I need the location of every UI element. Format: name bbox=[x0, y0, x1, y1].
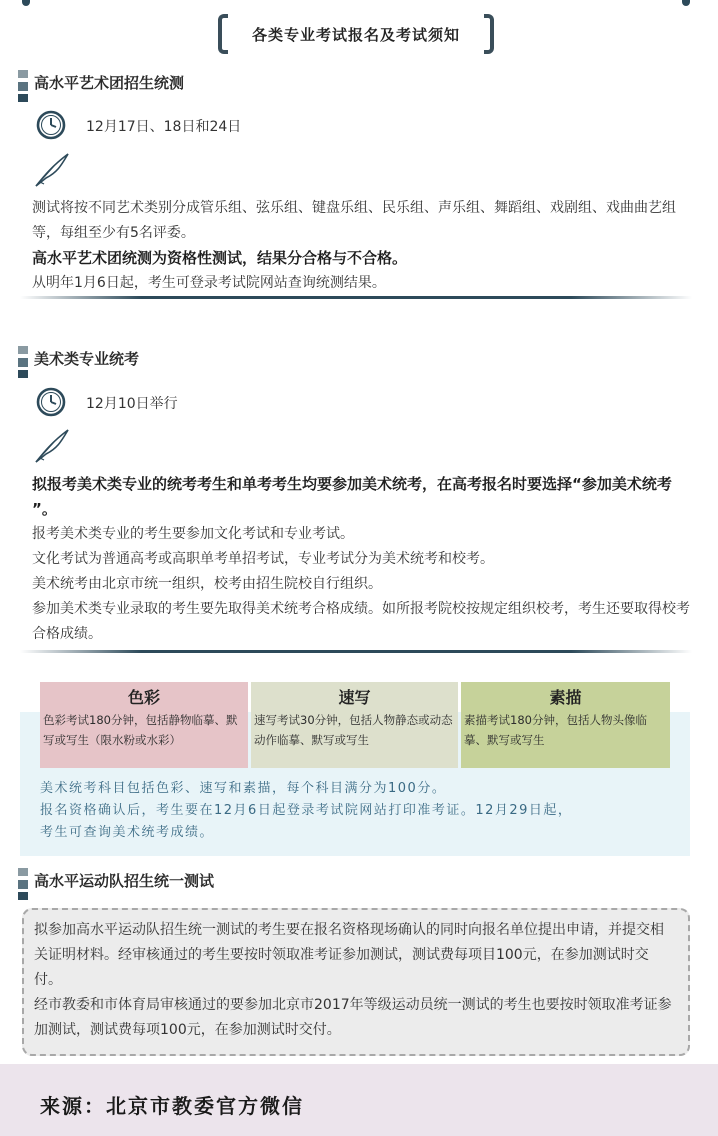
top-ornament-left bbox=[22, 0, 30, 6]
section-title: 高水平运动队招生统一测试 bbox=[34, 872, 215, 890]
heading-marker bbox=[18, 346, 28, 354]
subject-description: 素描考试180分钟，包括人物头像临摹、默写或写生 bbox=[464, 713, 647, 747]
paragraph: 测试将按不同艺术类别分成管乐组、弦乐组、键盘乐组、民乐组、声乐组、舞蹈组、戏剧组、戏曲曲艺组等，每组至少有5名评委。 bbox=[32, 200, 676, 241]
paragraph: 文化考试为普通高考或高职单考单招考试，专业考试分为美术统考和校考。 bbox=[32, 551, 494, 567]
subject-name: 速写 bbox=[338, 688, 371, 707]
paragraph: 经市教委和市体育局审核通过的要参加北京市2017年等级运动员统一测试的考生也要按时领取准考证参加测试，测试费每项100元，在参加测试时交付。 bbox=[34, 997, 672, 1038]
quill-icon bbox=[32, 426, 72, 466]
art-troupe-details bbox=[32, 196, 696, 296]
top-ornament-right bbox=[682, 0, 690, 6]
subject-description: 速写考试30分钟，包括人物静态或动态动作临摹、默写或写生 bbox=[254, 713, 453, 747]
sports-details-box bbox=[22, 908, 690, 1056]
heading-marker bbox=[18, 82, 28, 91]
source-credit: 来源：北京市教委官方微信 bbox=[40, 1094, 304, 1118]
event-date: 12月10日举行 bbox=[86, 396, 178, 412]
event-date: 12月17日、18日和24日 bbox=[86, 119, 242, 135]
heading-marker bbox=[18, 868, 28, 876]
fine-arts-note bbox=[40, 778, 680, 844]
paragraph: 拟参加高水平运动队招生统一测试的考生要在报名资格现场确认的同时向报名单位提出申请，并提交相关证明材料。经审核通过的考生要按时领取准考证参加测试，测试费每项目100元，在参加测试时交付。 bbox=[34, 922, 664, 988]
subject-card-drawing bbox=[461, 682, 670, 768]
heading-marker bbox=[18, 892, 28, 900]
page-title-text: 各类专业考试报名及考试须知 bbox=[251, 26, 460, 44]
heading-marker bbox=[18, 880, 28, 889]
paragraph: 美术统考由北京市统一组织，校考由招生院校自行组织。 bbox=[32, 576, 382, 592]
section-divider bbox=[20, 650, 692, 653]
paragraph-bold: 拟报考美术类专业的统考考生和单考考生均要参加美术统考，在高考报名时要选择“参加美术统考 ”。 bbox=[32, 475, 672, 518]
paragraph: 参加美术类专业录取的考生要先取得美术统考合格成绩。如所报考院校按规定组织校考，考生还要取得校考合格成绩。 bbox=[32, 601, 690, 642]
clock-icon bbox=[36, 387, 66, 417]
heading-marker bbox=[18, 70, 28, 78]
section-title: 高水平艺术团招生统测 bbox=[34, 74, 185, 92]
clock-icon bbox=[36, 110, 66, 140]
bracket-right bbox=[484, 14, 494, 54]
fine-arts-details bbox=[32, 472, 696, 647]
paragraph: 从明年1月6日起，考生可登录考试院网站查询统测结果。 bbox=[32, 275, 386, 291]
heading-marker bbox=[18, 358, 28, 367]
paragraph: 报考美术类专业的考生要参加文化考试和专业考试。 bbox=[32, 526, 354, 542]
note-line: 美术统考科目包括色彩、速写和素描，每个科目满分为100分。 bbox=[40, 781, 447, 796]
section-divider bbox=[20, 296, 692, 299]
footer bbox=[0, 1064, 718, 1136]
subject-name: 色彩 bbox=[127, 688, 160, 707]
page-title bbox=[218, 14, 494, 54]
heading-marker bbox=[18, 94, 28, 102]
note-line: 报名资格确认后，考生要在12月6日起登录考试院网站打印准考证。12月29日起， bbox=[40, 803, 573, 818]
note-line: 考生可查询美术统考成绩。 bbox=[40, 825, 215, 840]
paragraph-bold: 高水平艺术团统测为资格性测试，结果分合格与不合格。 bbox=[32, 249, 408, 267]
subject-card-color bbox=[40, 682, 248, 768]
heading-marker bbox=[18, 370, 28, 378]
section-title: 美术类专业统考 bbox=[34, 350, 140, 368]
quill-icon bbox=[32, 150, 72, 190]
subject-description: 色彩考试180分钟，包括静物临摹、默写或写生（限水粉或水彩） bbox=[43, 713, 238, 747]
subject-card-sketch bbox=[251, 682, 458, 768]
subject-name: 素描 bbox=[549, 688, 582, 707]
